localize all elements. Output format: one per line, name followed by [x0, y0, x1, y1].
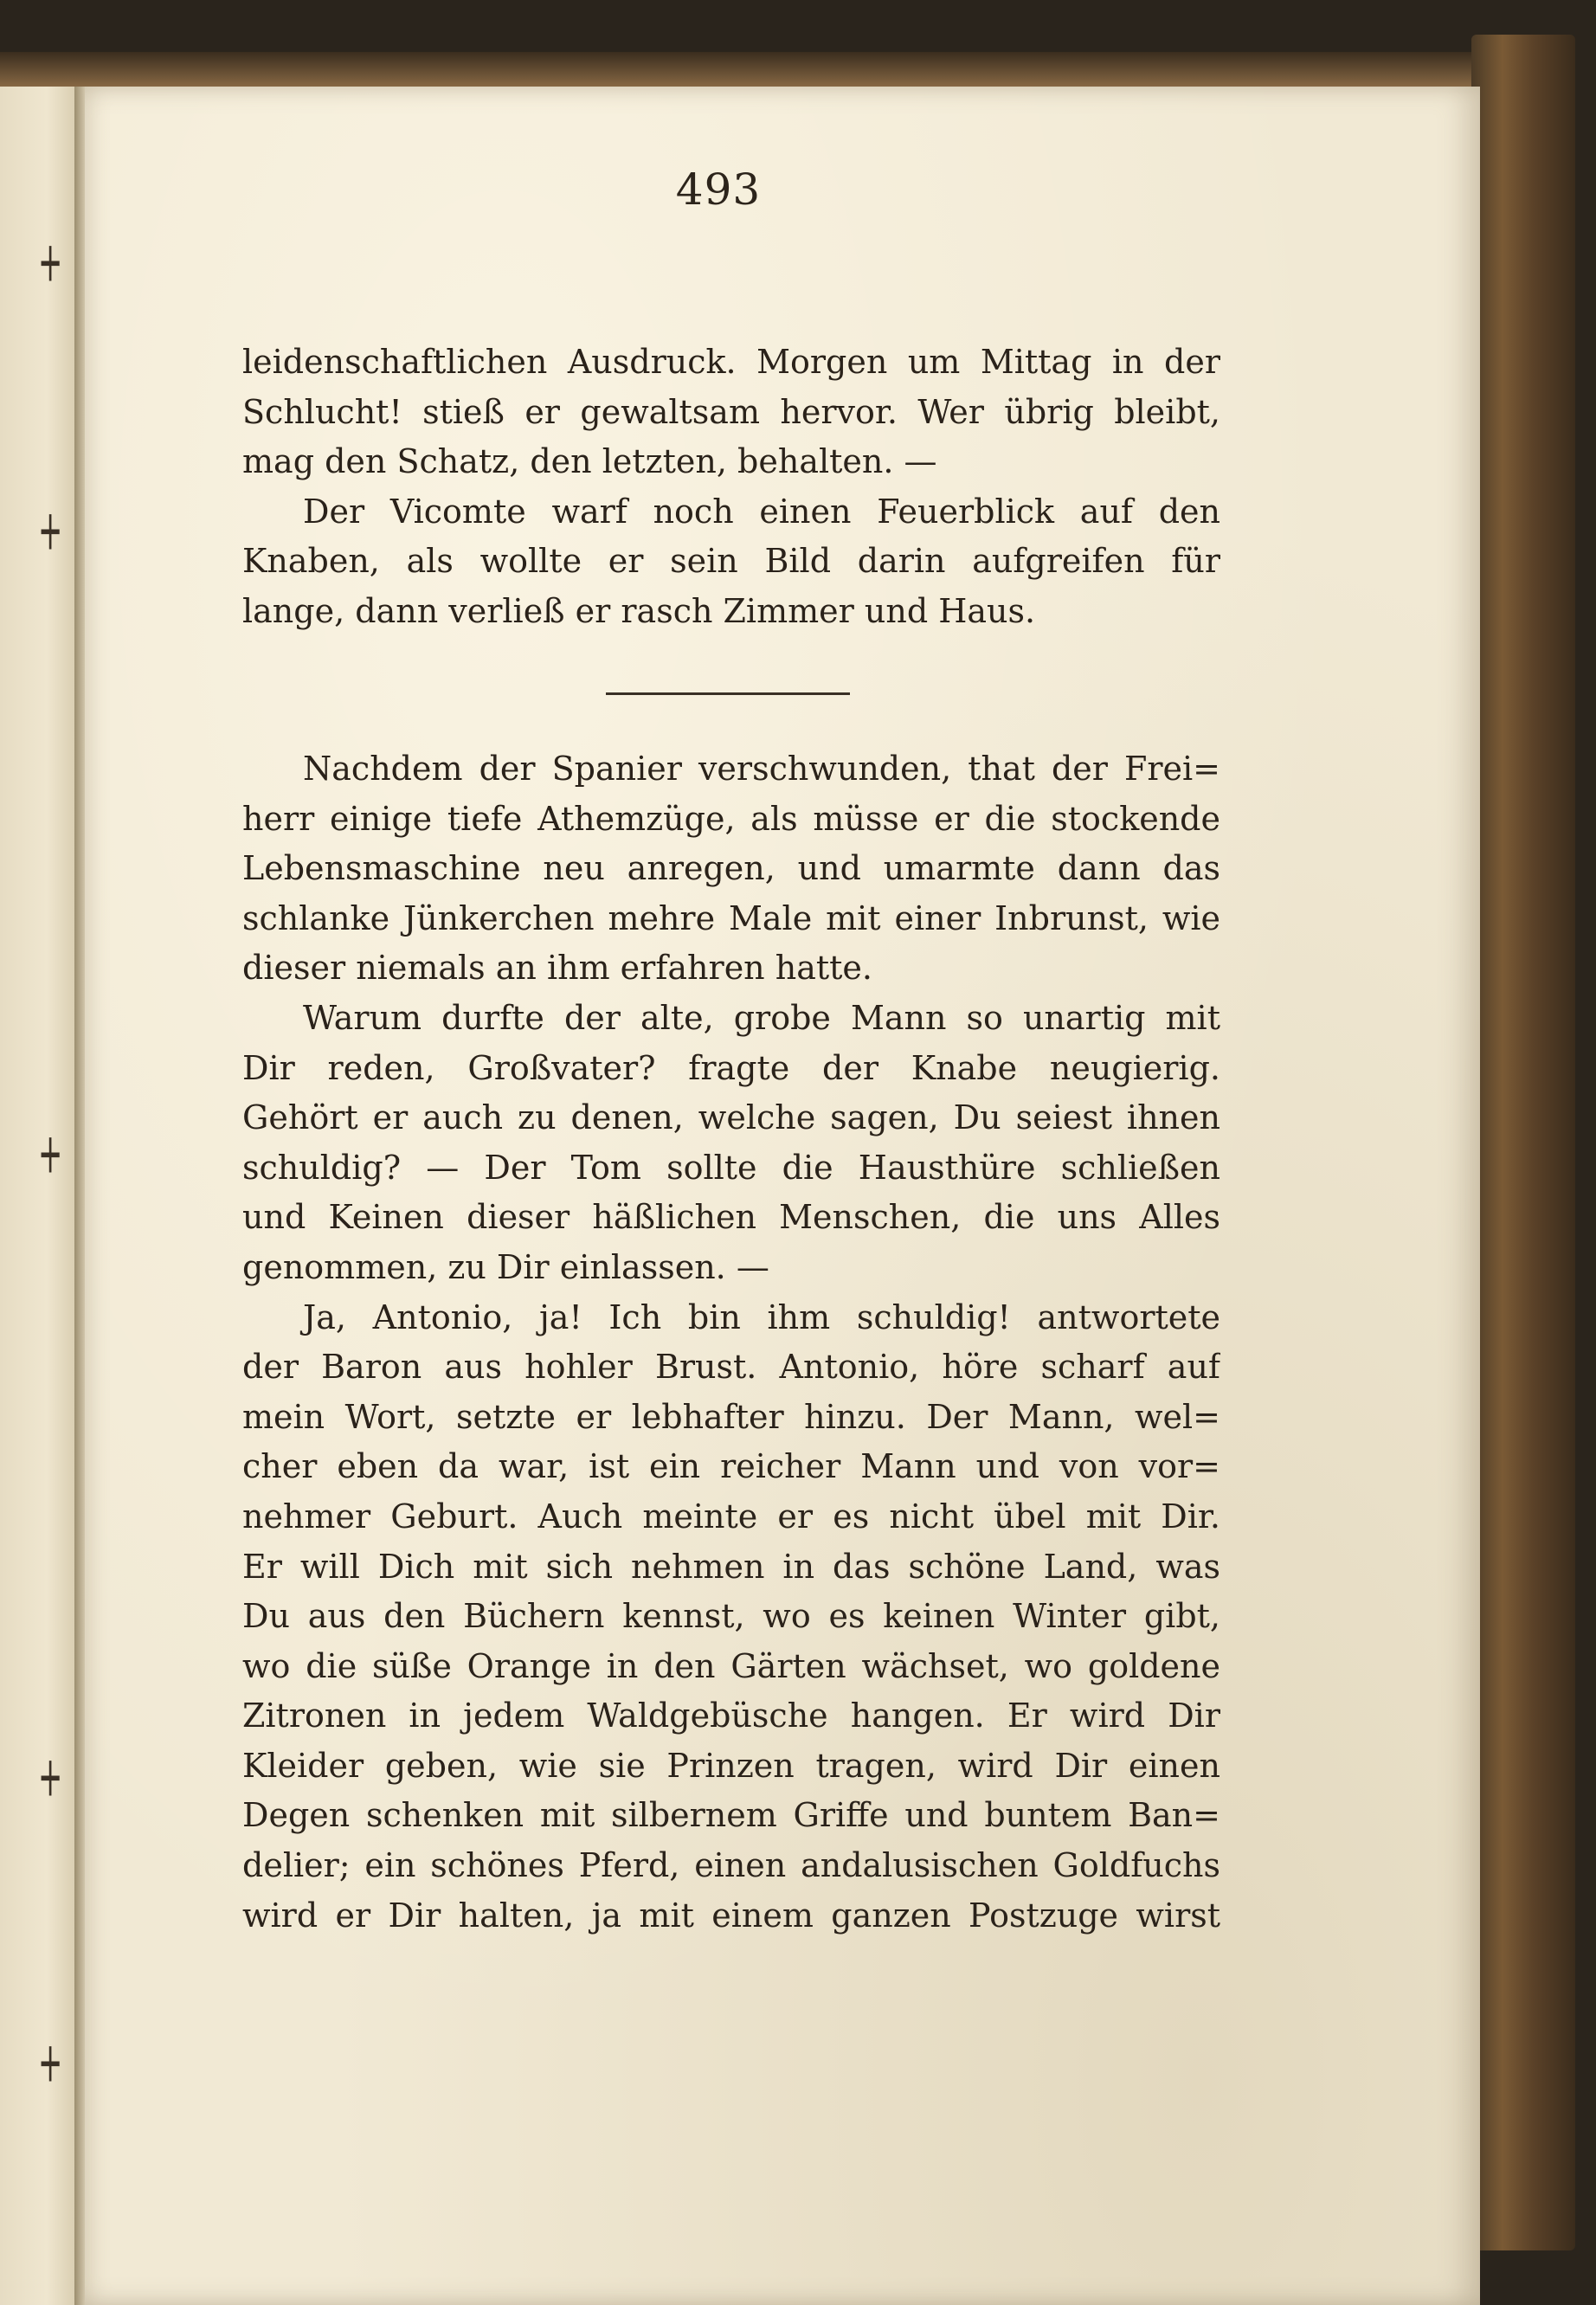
text-line: schuldig? — Der Tom sollte die Hausthüre schließen	[242, 1148, 1220, 1187]
text-line: wo die süße Orange in den Gärten wächset, wo goldene	[242, 1646, 1220, 1685]
binding-thread-mark: ┿	[42, 515, 60, 550]
text-line: wird er Dir halten, ja mit einem ganzen Postzuge wirst	[242, 1896, 1220, 1935]
text-line: Gehört er auch zu denen, welche sagen, Du seiest ihnen	[242, 1098, 1220, 1137]
text-line: Lebensmaschine neu anregen, und umarmte dann das	[242, 849, 1220, 888]
text-line: Er will Dich mit sich nehmen in das schöne Land, was	[242, 1547, 1220, 1586]
text-line: Degen schenken mit silbernem Griffe und buntem Ban=	[242, 1796, 1220, 1835]
text-line: Schlucht! stieß er gewaltsam hervor. Wer übrig bleibt,	[242, 392, 1220, 431]
text-line: Knaben, als wollte er sein Bild darin aufgreifen für	[242, 542, 1220, 581]
book-cover-right-edge	[1471, 35, 1575, 2250]
text-line: lange, dann verließ er rasch Zimmer und Haus.	[242, 591, 1036, 630]
binding-thread-mark: ┿	[42, 1761, 60, 1796]
text-line: Ja, Antonio, ja! Ich bin ihm schuldig! antwortete	[303, 1297, 1220, 1336]
text-line: herr einige tiefe Athemzüge, als müsse er die stockende	[242, 799, 1220, 838]
text-line: mein Wort, setzte er lebhafter hinzu. Der Mann, wel=	[242, 1397, 1220, 1436]
facing-page-edge	[0, 87, 80, 2305]
text-line: genommen, zu Dir einlassen. —	[242, 1247, 769, 1286]
text-line: Zitronen in jedem Waldgebüsche hangen. Er wird Dir	[242, 1697, 1220, 1735]
section-divider	[606, 692, 850, 695]
text-line: Dir reden, Großvater? fragte der Knabe neugierig.	[242, 1048, 1220, 1087]
text-line: schlanke Jünkerchen mehre Male mit einer Inbrunst, wie	[242, 898, 1220, 937]
binding-thread-mark: ┿	[42, 247, 60, 281]
text-line: Kleider geben, wie sie Prinzen tragen, wird Dir einen	[242, 1746, 1220, 1785]
text-line: mag den Schatz, den letzten, behalten. —	[242, 442, 937, 481]
text-line: cher eben da war, ist ein reicher Mann und von vor=	[242, 1447, 1220, 1486]
binding-thread-mark: ┿	[42, 1138, 60, 1173]
text-line: der Baron aus hohler Brust. Antonio, höre scharf auf	[242, 1348, 1220, 1387]
text-section-1	[242, 338, 1220, 637]
binding-thread-mark: ┿	[42, 2047, 60, 2082]
text-line: delier; ein schönes Pferd, einen andalusischen Goldfuchs	[242, 1846, 1220, 1885]
text-line: Warum durfte der alte, grobe Mann so unartig mit	[303, 998, 1220, 1037]
text-line: nehmer Geburt. Auch meinte er es nicht übel mit Dir.	[242, 1497, 1220, 1536]
text-section-2	[242, 744, 1220, 1941]
text-line: Du aus den Büchern kennst, wo es keinen Winter gibt,	[242, 1597, 1220, 1636]
text-line: leidenschaftlichen Ausdruck. Morgen um Mittag in der	[242, 343, 1220, 381]
page-number: 493	[675, 164, 762, 215]
text-line: dieser niemals an ihm erfahren hatte.	[242, 949, 872, 988]
text-line: Der Vicomte warf noch einen Feuerblick auf den	[303, 492, 1220, 531]
text-line: und Keinen dieser häßlichen Menschen, die uns Alles	[242, 1198, 1220, 1237]
text-line: Nachdem der Spanier verschwunden, that der Frei=	[303, 750, 1220, 788]
